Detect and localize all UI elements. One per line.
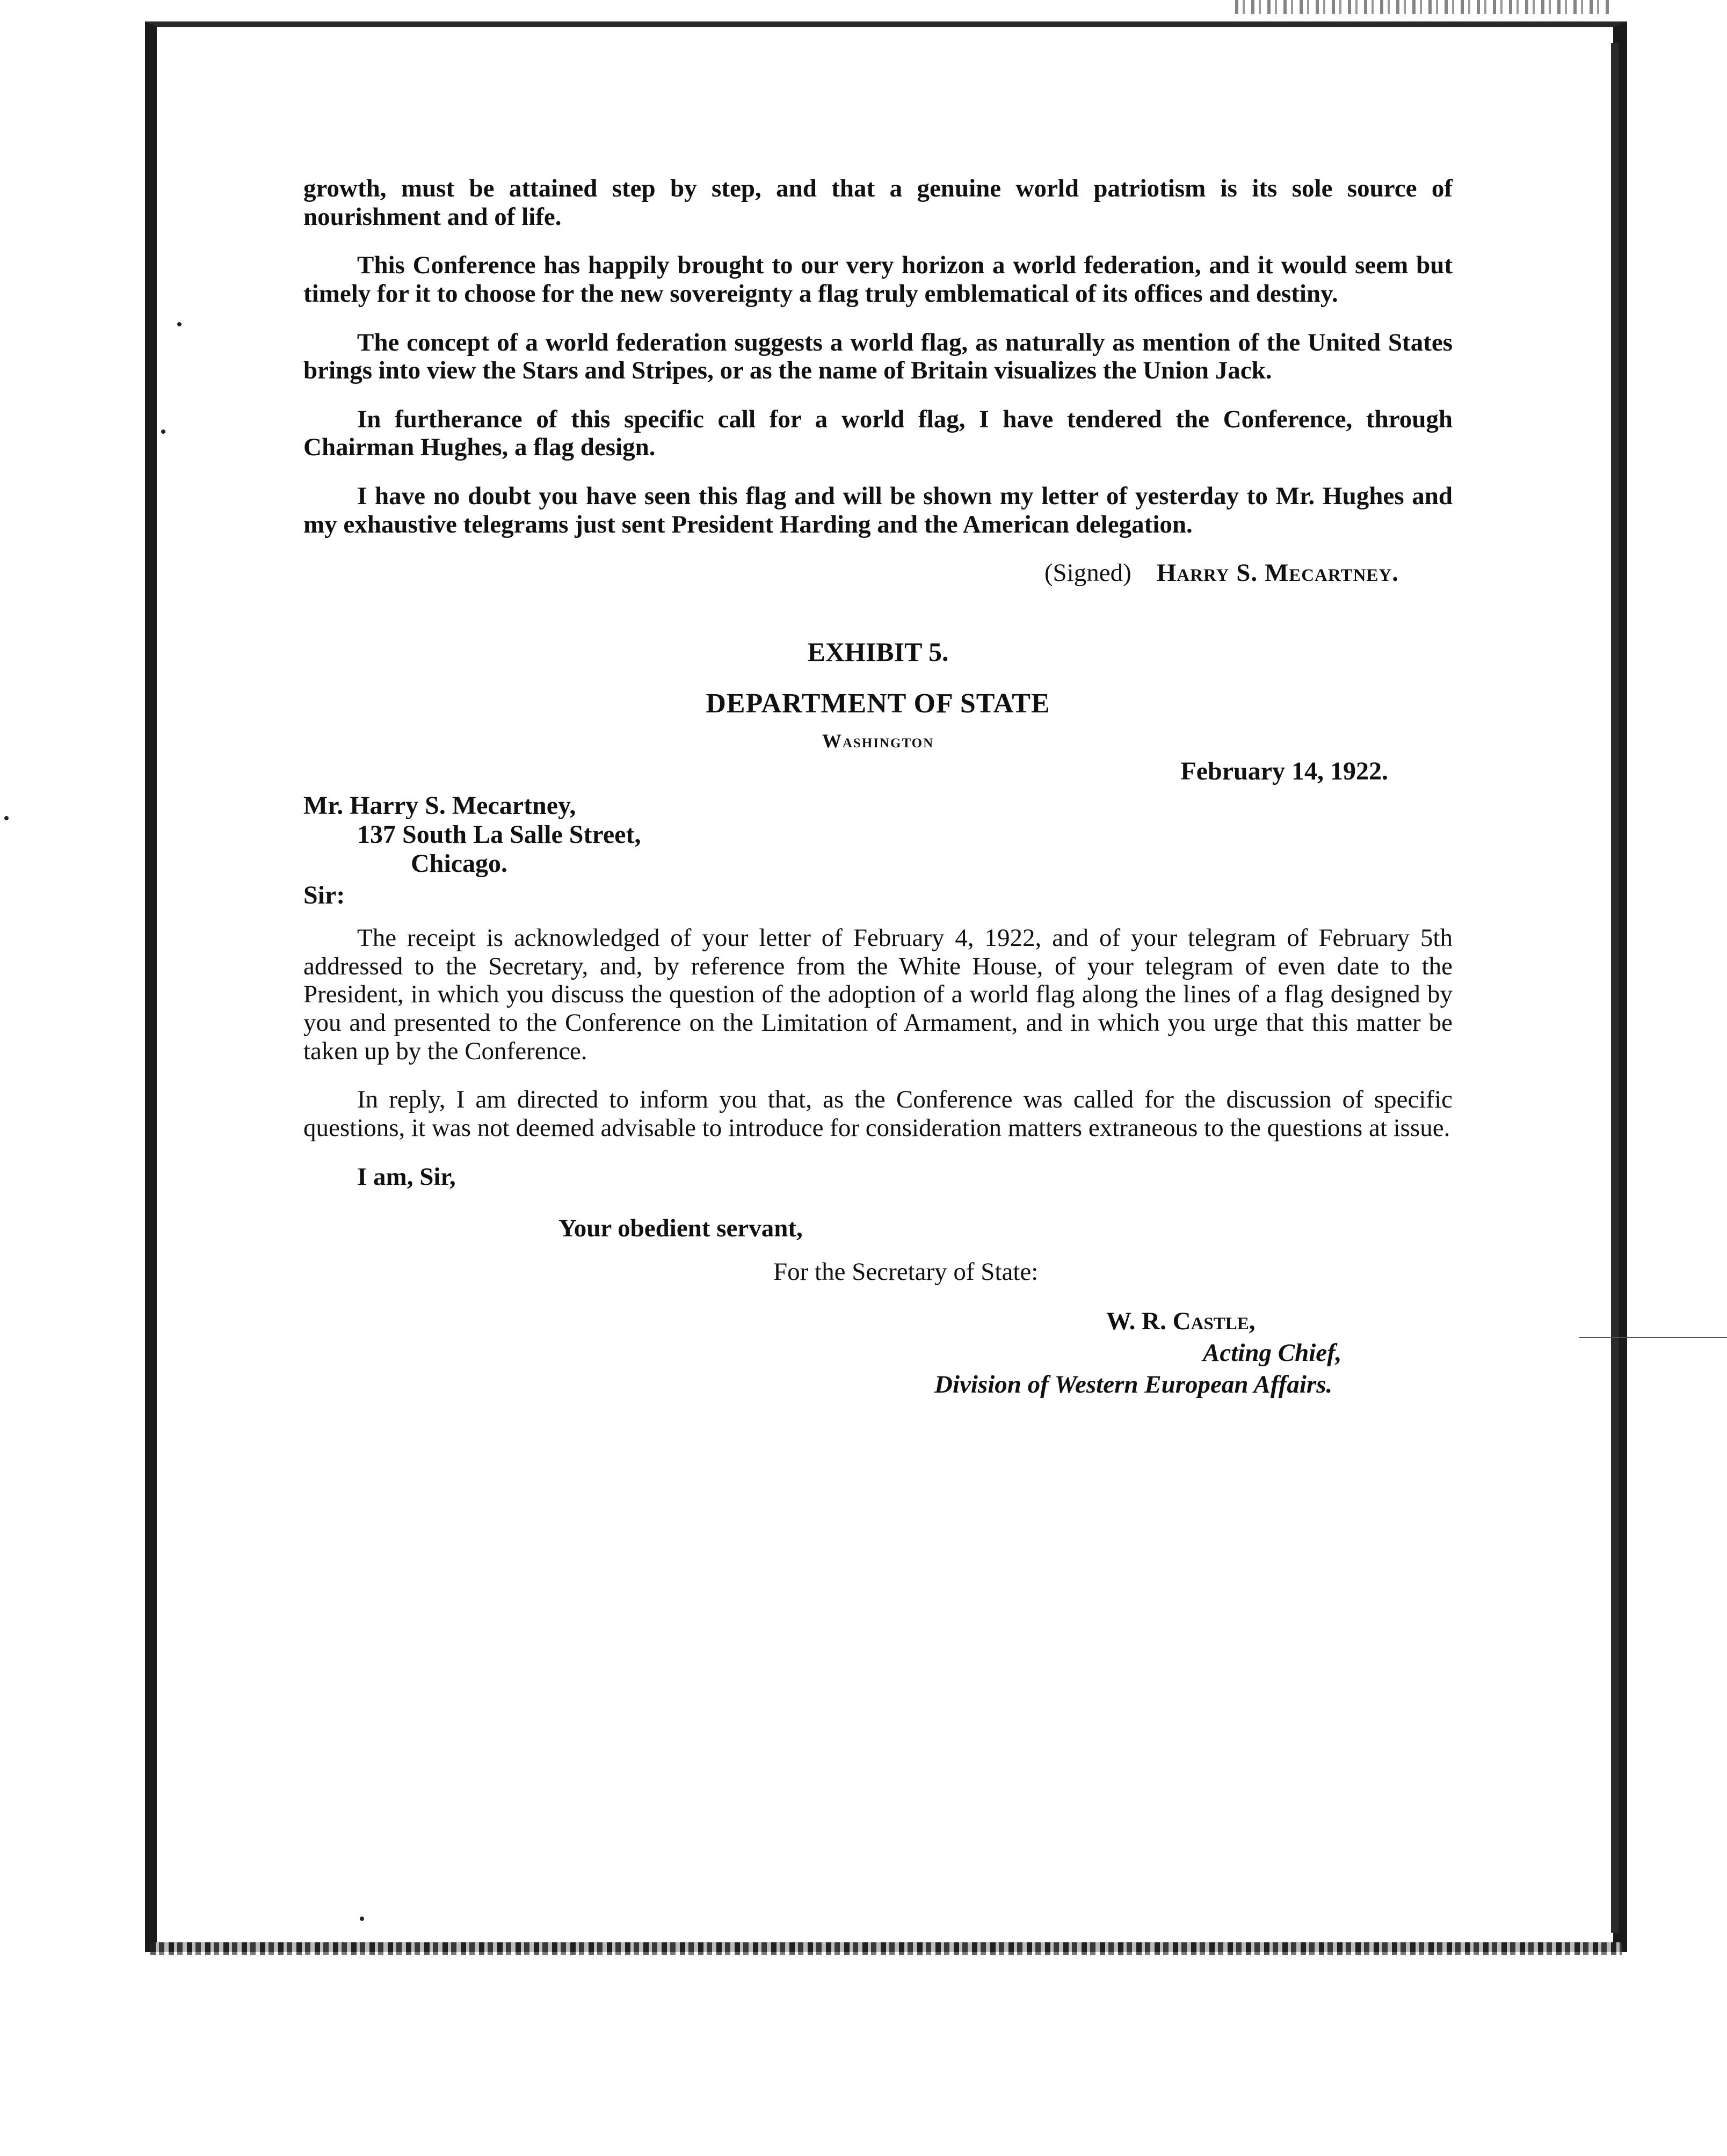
scan-bottom-edge — [150, 1942, 1622, 1955]
letter1-paragraph-3: The concept of a world federation suggests a world flag, as naturally as mention of the United States brings into view the Stars and Stripes, or as the name of Britain visualizes the Union Jack. — [303, 328, 1453, 385]
signatory-division: Division of Western European Affairs. — [934, 1370, 1333, 1399]
closing-greeting: I am, Sir, — [357, 1162, 456, 1191]
recipient-name: Mr. Harry S. Mecartney, — [303, 791, 576, 820]
city-heading: Washington — [822, 730, 934, 752]
recipient-street: 137 South La Salle Street, — [357, 820, 641, 849]
signed-name: Harry S. Mecartney. — [1156, 559, 1399, 587]
salutation: Sir: — [303, 881, 345, 910]
signatory-title: Acting Chief, — [1203, 1339, 1342, 1367]
signature-line — [303, 559, 1399, 587]
closing-servant: Your obedient servant, — [558, 1214, 803, 1243]
signatory-name: W. R. Castle, — [1106, 1307, 1256, 1336]
letter1-paragraph-4: In furtherance of this specific call for a world flag, I have tendered the Conference, through Chairman Hughes, a flag design. — [303, 405, 1453, 462]
signed-label: (Signed) — [1044, 559, 1131, 587]
letter2-paragraph-1: The receipt is acknowledged of your letter of February 4, 1922, and of your telegram of February 5th addressed to the Secretary, and, by reference from the White House, of your telegram of even date to the President, in which you discuss the question of the adoption of a world flag along the lines of a flag designed by you and presented to the Conference on the Limitation of Armament, and in which you urge that this matter be taken up by the Conference. — [303, 924, 1453, 1065]
letter1-paragraph-2: This Conference has happily brought to our very horizon a world federation, and it would seem but timely for it to choose for the new sovereignty a flag truly emblematical of its offices and destiny. — [303, 251, 1453, 308]
letter1-paragraph-5: I have no doubt you have seen this flag and will be shown my letter of yesterday to Mr. Hughes and my exhaustive telegrams just sent President Harding and the American delegation. — [303, 482, 1453, 538]
letter1-paragraph-1: growth, must be attained step by step, and that a genuine world patriotism is its sole source of nourishment and of life. — [303, 174, 1453, 231]
department-heading: DEPARTMENT OF STATE — [706, 688, 1050, 719]
letter-date: February 14, 1922. — [1180, 757, 1388, 786]
scan-speck — [177, 322, 182, 326]
document-body — [303, 174, 1453, 1399]
recipient-city: Chicago. — [411, 849, 507, 878]
scan-rule-line — [1579, 1337, 1727, 1338]
scan-speck — [4, 816, 9, 820]
exhibit-title: EXHIBIT 5. — [807, 636, 949, 667]
scan-speck — [360, 1917, 364, 1921]
page-right-edge — [1611, 43, 1619, 1933]
scan-speck — [161, 429, 165, 434]
closing-secretary: For the Secretary of State: — [773, 1257, 1039, 1286]
letter2-paragraph-2: In reply, I am directed to inform you that, as the Conference was called for the discussion of specific questions, it was not deemed advisable to introduce for consideration matters extraneous to the questions at issue. — [303, 1086, 1453, 1142]
scan-top-edge — [1235, 0, 1611, 14]
